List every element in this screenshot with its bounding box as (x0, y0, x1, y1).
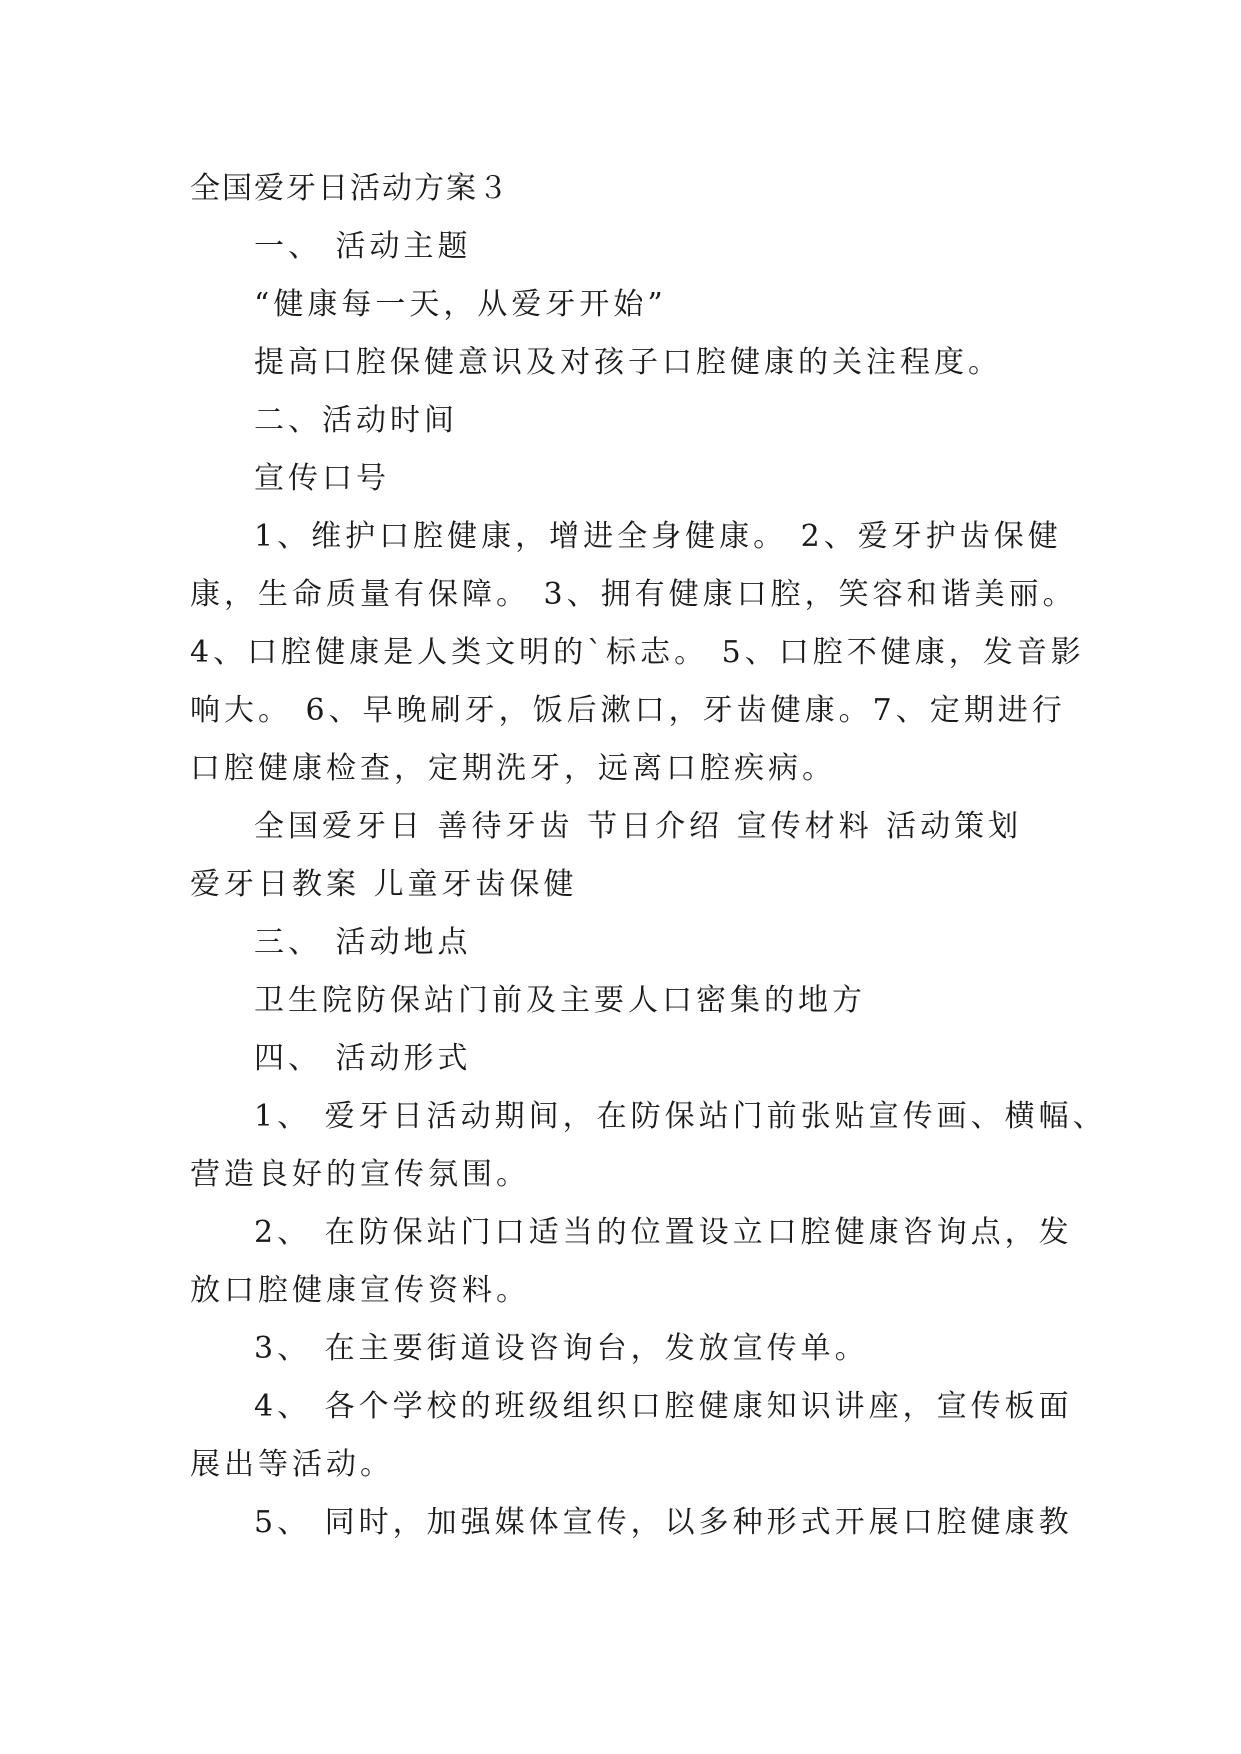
slogans-heading: 宣传口号 (254, 461, 390, 496)
format-item-1: 1、 爱牙日活动期间，在防保站门前张贴宣传画、横幅、 (254, 1099, 1107, 1134)
related-tags-line: 全国爱牙日 善待牙齿 节日介绍 宣传材料 活动策划 (254, 809, 1023, 844)
slogans-paragraph-line: 1、维护口腔健康，增进全身健康。 2、爱牙护齿保健 (254, 519, 1062, 554)
section-heading-location: 三、 活动地点 (254, 925, 472, 960)
format-item-2: 2、 在防保站门口适当的位置设立口腔健康咨询点，发 (254, 1215, 1073, 1250)
format-item-4: 4、 各个学校的班级组织口腔健康知识讲座，宣传板面 (254, 1389, 1073, 1424)
slogans-paragraph-line: 4、口腔健康是人类文明的`标志。 5、口腔不健康，发音影 (190, 635, 1085, 670)
theme-slogan: “健康每一天，从爱牙开始” (254, 287, 667, 322)
theme-description: 提高口腔保健意识及对孩子口腔健康的关注程度。 (254, 345, 1002, 380)
format-item-5: 5、 同时，加强媒体宣传，以多种形式开展口腔健康教 (254, 1505, 1073, 1540)
document-title: 全国爱牙日活动方案３ (190, 171, 510, 206)
section-heading-format: 四、 活动形式 (254, 1041, 472, 1076)
slogans-paragraph-line: 康，生命质量有保障。 3、拥有健康口腔，笑容和谐美丽。 (190, 577, 1077, 612)
format-item-1-continued: 营造良好的宣传氛围。 (190, 1157, 530, 1192)
section-heading-theme: 一、 活动主题 (254, 229, 472, 264)
slogans-paragraph-line: 响大。 6、早晚刷牙，饭后漱口，牙齿健康。7、定期进行 (190, 693, 1066, 728)
section-heading-time: 二、活动时间 (254, 403, 458, 438)
format-item-2-continued: 放口腔健康宣传资料。 (190, 1273, 530, 1308)
format-item-3: 3、 在主要街道设咨询台，发放宣传单。 (254, 1331, 869, 1366)
slogans-paragraph-line: 口腔健康检查，定期洗牙，远离口腔疾病。 (190, 751, 836, 786)
format-item-4-continued: 展出等活动。 (190, 1447, 394, 1482)
location-description: 卫生院防保站门前及主要人口密集的地方 (254, 983, 866, 1018)
related-tags-line: 爱牙日教案 儿童牙齿保健 (190, 867, 578, 902)
document-body (190, 160, 1107, 1552)
